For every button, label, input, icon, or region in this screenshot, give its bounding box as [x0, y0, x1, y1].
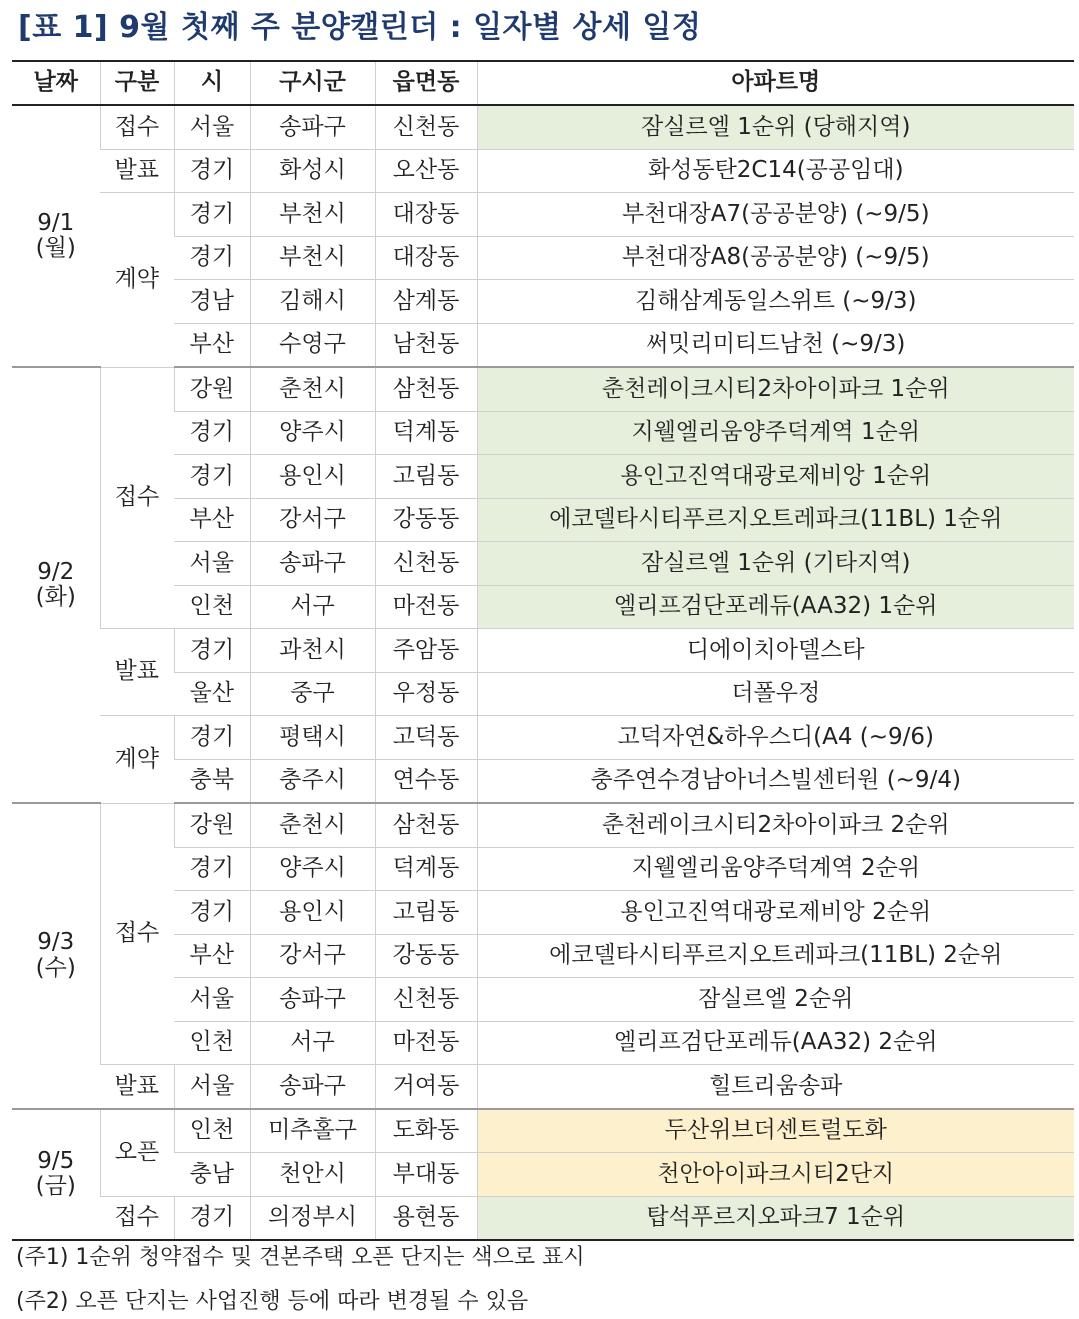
si-cell: 서울 [174, 978, 250, 1022]
apartment-cell: 잠실르엘 1순위 (당해지역) [477, 105, 1074, 149]
apartment-cell: 춘천레이크시티2차아이파크 1순위 [477, 367, 1074, 411]
dong-cell: 부대동 [375, 1153, 477, 1197]
apartment-cell: 용인고진역대광로제비앙 2순위 [477, 891, 1074, 935]
apartment-cell: 김해삼계동일스위트 (~9/3) [477, 280, 1074, 324]
dong-cell: 덕계동 [375, 411, 477, 455]
si-cell: 서울 [174, 1065, 250, 1109]
apartment-cell: 충주연수경남아너스빌센터원 (~9/4) [477, 759, 1074, 803]
header-date: 날짜 [12, 61, 100, 105]
dong-cell: 연수동 [375, 759, 477, 803]
gu-cell: 의정부시 [250, 1196, 375, 1240]
apartment-cell: 지웰엘리움양주덕계역 2순위 [477, 847, 1074, 891]
date-cell [12, 803, 100, 1109]
apartment-cell: 에코델타시티푸르지오트레파크(11BL) 2순위 [477, 934, 1074, 978]
dong-cell: 도화동 [375, 1109, 477, 1153]
apartment-cell: 두산위브더센트럴도화 [477, 1109, 1074, 1153]
table-row [12, 716, 1074, 760]
table-row [12, 367, 1074, 411]
date-label: 9/2 [37, 558, 75, 585]
si-cell: 충남 [174, 1153, 250, 1197]
apartment-cell: 부천대장A8(공공분양) (~9/5) [477, 236, 1074, 280]
si-cell: 울산 [174, 672, 250, 716]
page-title: [표 1] 9월 첫째 주 분양캘린더 : 일자별 상세 일정 [18, 10, 702, 45]
si-cell: 강원 [174, 803, 250, 847]
apartment-cell: 탑석푸르지오파크7 1순위 [477, 1196, 1074, 1240]
type-cell: 접수 [100, 105, 174, 149]
table-row [12, 105, 1074, 149]
gu-cell: 송파구 [250, 542, 375, 586]
dong-cell: 주암동 [375, 629, 477, 673]
dong-cell: 오산동 [375, 149, 477, 193]
si-cell: 서울 [174, 542, 250, 586]
gu-cell: 중구 [250, 672, 375, 716]
dong-cell: 신천동 [375, 978, 477, 1022]
dong-cell: 신천동 [375, 105, 477, 149]
gu-cell: 강서구 [250, 934, 375, 978]
si-cell: 경기 [174, 847, 250, 891]
si-cell: 인천 [174, 1109, 250, 1153]
footnote-1: (주1) 1순위 청약접수 및 견본주택 오픈 단지는 색으로 표시 [16, 1245, 585, 1270]
gu-cell: 평택시 [250, 716, 375, 760]
type-cell: 접수 [100, 1196, 174, 1240]
gu-cell: 송파구 [250, 1065, 375, 1109]
apartment-cell: 천안아이파크시티2단지 [477, 1153, 1074, 1197]
apartment-cell: 춘천레이크시티2차아이파크 2순위 [477, 803, 1074, 847]
si-cell: 인천 [174, 585, 250, 629]
dong-cell: 용현동 [375, 1196, 477, 1240]
si-cell: 경기 [174, 891, 250, 935]
header-type: 구분 [100, 61, 174, 105]
schedule-table [12, 60, 1074, 1241]
si-cell: 경남 [174, 280, 250, 324]
date-cell [12, 367, 100, 803]
header-gu: 구시군 [250, 61, 375, 105]
si-cell: 경기 [174, 411, 250, 455]
type-cell: 접수 [100, 367, 174, 629]
type-cell: 오픈 [100, 1109, 174, 1197]
weekday-label: (금) [35, 1173, 76, 1200]
dong-cell: 대장동 [375, 193, 477, 237]
gu-cell: 천안시 [250, 1153, 375, 1197]
apartment-cell: 잠실르엘 1순위 (기타지역) [477, 542, 1074, 586]
weekday-label: (화) [35, 584, 76, 610]
dong-cell: 대장동 [375, 236, 477, 280]
si-cell: 경기 [174, 1196, 250, 1240]
table-header-row [12, 61, 1074, 105]
type-cell: 발표 [100, 629, 174, 716]
date-label: 9/5 [37, 1147, 75, 1174]
table-row [12, 1196, 1074, 1240]
si-cell: 부산 [174, 934, 250, 978]
gu-cell: 강서구 [250, 498, 375, 542]
si-cell: 부산 [174, 323, 250, 367]
apartment-cell: 디에이치아델스타 [477, 629, 1074, 673]
gu-cell: 부천시 [250, 236, 375, 280]
dong-cell: 마전동 [375, 585, 477, 629]
dong-cell: 신천동 [375, 542, 477, 586]
gu-cell: 김해시 [250, 280, 375, 324]
dong-cell: 마전동 [375, 1021, 477, 1065]
gu-cell: 양주시 [250, 847, 375, 891]
dong-cell: 삼천동 [375, 803, 477, 847]
table-row [12, 803, 1074, 847]
dong-cell: 삼계동 [375, 280, 477, 324]
apartment-cell: 힐트리움송파 [477, 1065, 1074, 1109]
date-label: 9/3 [37, 929, 75, 956]
gu-cell: 미추홀구 [250, 1109, 375, 1153]
dong-cell: 강동동 [375, 498, 477, 542]
table-row [12, 149, 1074, 193]
gu-cell: 화성시 [250, 149, 375, 193]
dong-cell: 삼천동 [375, 367, 477, 411]
si-cell: 인천 [174, 1021, 250, 1065]
gu-cell: 부천시 [250, 193, 375, 237]
gu-cell: 춘천시 [250, 367, 375, 411]
date-label: 9/1 [37, 209, 75, 236]
apartment-cell: 에코델타시티푸르지오트레파크(11BL) 1순위 [477, 498, 1074, 542]
dong-cell: 우정동 [375, 672, 477, 716]
si-cell: 충북 [174, 759, 250, 803]
dong-cell: 고덕동 [375, 716, 477, 760]
apartment-cell: 써밋리미티드남천 (~9/3) [477, 323, 1074, 367]
gu-cell: 춘천시 [250, 803, 375, 847]
header-dong: 읍면동 [375, 61, 477, 105]
si-cell: 부산 [174, 498, 250, 542]
apartment-cell: 용인고진역대광로제비앙 1순위 [477, 455, 1074, 499]
gu-cell: 용인시 [250, 891, 375, 935]
si-cell: 경기 [174, 455, 250, 499]
gu-cell: 용인시 [250, 455, 375, 499]
apartment-cell: 고덕자연&하우스디(A4 (~9/6) [477, 716, 1074, 760]
apartment-cell: 화성동탄2C14(공공임대) [477, 149, 1074, 193]
table-row [12, 1065, 1074, 1109]
type-cell: 접수 [100, 803, 174, 1065]
si-cell: 경기 [174, 236, 250, 280]
apartment-cell: 엘리프검단포레듀(AA32) 2순위 [477, 1021, 1074, 1065]
type-cell: 계약 [100, 716, 174, 804]
gu-cell: 양주시 [250, 411, 375, 455]
gu-cell: 서구 [250, 585, 375, 629]
si-cell: 서울 [174, 105, 250, 149]
si-cell: 경기 [174, 716, 250, 760]
apartment-cell: 잠실르엘 2순위 [477, 978, 1074, 1022]
gu-cell: 충주시 [250, 759, 375, 803]
dong-cell: 고림동 [375, 455, 477, 499]
gu-cell: 서구 [250, 1021, 375, 1065]
dong-cell: 덕계동 [375, 847, 477, 891]
gu-cell: 수영구 [250, 323, 375, 367]
apartment-cell: 부천대장A7(공공분양) (~9/5) [477, 193, 1074, 237]
dong-cell: 고림동 [375, 891, 477, 935]
table-row [12, 629, 1074, 673]
header-apartment: 아파트명 [477, 61, 1074, 105]
gu-cell: 송파구 [250, 978, 375, 1022]
gu-cell: 과천시 [250, 629, 375, 673]
date-cell [12, 105, 100, 367]
type-cell: 발표 [100, 1065, 174, 1109]
dong-cell: 거여동 [375, 1065, 477, 1109]
dong-cell: 강동동 [375, 934, 477, 978]
footnote-2: (주2) 오픈 단지는 사업진행 등에 따라 변경될 수 있음 [16, 1289, 529, 1314]
schedule-table-wrapper [12, 60, 1074, 1241]
table-row [12, 1109, 1074, 1153]
si-cell: 경기 [174, 149, 250, 193]
si-cell: 강원 [174, 367, 250, 411]
apartment-cell: 더폴우정 [477, 672, 1074, 716]
gu-cell: 송파구 [250, 105, 375, 149]
header-si: 시 [174, 61, 250, 105]
dong-cell: 남천동 [375, 323, 477, 367]
weekday-label: (수) [35, 954, 76, 981]
si-cell: 경기 [174, 193, 250, 237]
type-cell: 계약 [100, 193, 174, 368]
weekday-label: (월) [35, 235, 76, 261]
date-cell [12, 1109, 100, 1241]
table-row [12, 193, 1074, 237]
type-cell: 발표 [100, 149, 174, 193]
apartment-cell: 엘리프검단포레듀(AA32) 1순위 [477, 585, 1074, 629]
apartment-cell: 지웰엘리움양주덕계역 1순위 [477, 411, 1074, 455]
si-cell: 경기 [174, 629, 250, 673]
